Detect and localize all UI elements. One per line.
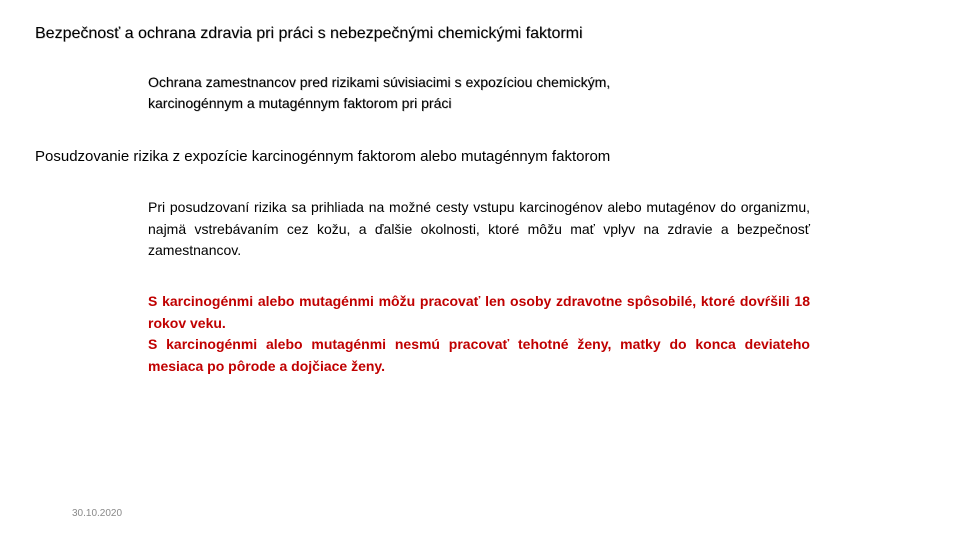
slide-title: Bezpečnosť a ochrana zdravia pri práci s nebezpečnými chemickými faktormi xyxy=(35,25,583,42)
warning-text-2: S karcinogénmi alebo mutagénmi nesmú pracovať tehotné ženy, matky do konca deviateho mesiaca po pôrode a dojčiace ženy. xyxy=(148,336,810,374)
warning-text-1: S karcinogénmi alebo mutagénmi môžu pracovať len osoby zdravotne spôsobilé, ktoré dovŕšili 18 rokov veku. xyxy=(148,293,810,331)
subtitle-line-2: karcinogénnym a mutagénnym faktorom pri práci xyxy=(148,95,452,111)
section-heading: Posudzovanie rizika z expozície karcinogénnym faktorom alebo mutagénnym faktorom xyxy=(35,148,611,165)
slide-date: 30.10.2020 xyxy=(72,508,123,519)
warning-block xyxy=(148,291,810,377)
slide-subtitle xyxy=(148,72,748,114)
body-paragraph: Pri posudzovaní rizika sa prihliada na možné cesty vstupu karcinogénov alebo mutagénov do organizmu, najmä vstrebávaním cez kožu, a ďalšie okolnosti, ktoré môžu mať vplyv na zdravie a bezpečnosť zamestnancov. xyxy=(148,199,810,258)
subtitle-line-1: Ochrana zamestnancov pred rizikami súvisiacimi s expozíciou chemickým, xyxy=(148,74,611,90)
